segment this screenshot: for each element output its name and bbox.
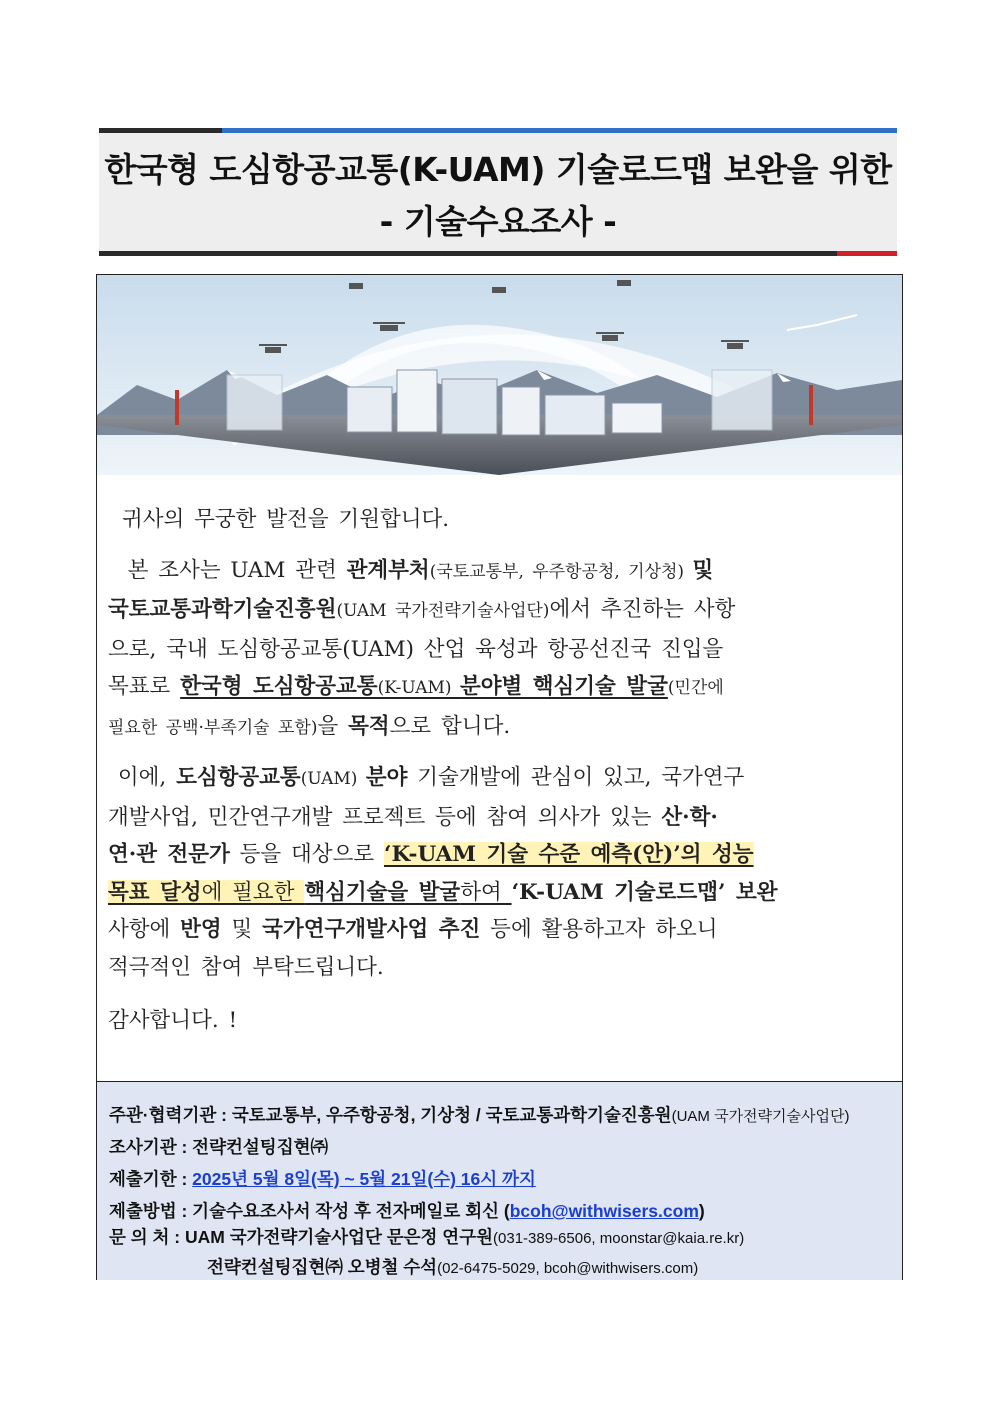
email-link[interactable]: bcoh@withwisers.com bbox=[509, 1201, 699, 1221]
paragraph-request: 이에, 도심항공교통(UAM) 분야 기술개발에 관심이 있고, 국가연구 개발사업, 민간연구개발 프로젝트 등에 참여 의사가 있는 산·학· 연·관 전문가 등을 대상으로 ‘K-UAM 기술 수준 예측(안)’의 성능 목표 달성에 필요한 핵심기술을 발굴하여 ‘K-UAM 기술로드맵’ 보완 사항에 반영 및 국가연구개발사업 추진 등에 활용하고자 하오니 적극적인 참여 부탁드립니다. bbox=[108, 765, 778, 980]
title-top-bar bbox=[99, 128, 897, 133]
greeting: 귀사의 무궁한 발전을 기원합니다. bbox=[122, 507, 450, 532]
closing: 감사합니다. ! bbox=[108, 1008, 238, 1033]
page-title-line-2: - 기술수요조사 - bbox=[379, 202, 617, 241]
title-block bbox=[99, 128, 897, 256]
info-deadline: 제출기한 : 2025년 5월 8일(목) ~ 5월 21일(수) 16시 까지 bbox=[109, 1169, 536, 1189]
info-contact-1: 문 의 처 : UAM 국가전략기술사업단 문은정 연구원(031-389-6506, moonstar@kaia.re.kr) bbox=[109, 1227, 745, 1247]
deadline-value: 2025년 5월 8일(목) ~ 5월 21일(수) 16시 까지 bbox=[192, 1169, 536, 1189]
info-contact-2: 전략컨설팅집현㈜ 오병철 수석(02-6475-5029, bcoh@withwisers.com) bbox=[207, 1257, 699, 1277]
letter-body bbox=[108, 501, 868, 1040]
page-title-line-1: 한국형 도심항공교통(K-UAM) 기술로드맵 보완을 위한 bbox=[104, 150, 892, 189]
main-frame bbox=[96, 274, 903, 1280]
title-bottom-bar bbox=[99, 251, 897, 256]
info-box bbox=[97, 1081, 902, 1280]
info-host: 주관·협력기관 : 국토교통부, 우주항공청, 기상청 / 국토교통과학기술진흥원(UAM 국가전략기술사업단) bbox=[109, 1105, 850, 1125]
info-survey: 조사기관 : 전략컨설팅집현㈜ bbox=[109, 1137, 329, 1157]
info-method: 제출방법 : 기술수요조사서 작성 후 전자메일로 회신 (bcoh@withwisers.com) bbox=[109, 1201, 705, 1221]
uam-city-illustration bbox=[97, 275, 902, 475]
paragraph-purpose: 본 조사는 UAM 관련 관계부처(국토교통부, 우주항공청, 기상청) 및 국토교통과학기술진흥원(UAM 국가전략기술사업단)에서 추진하는 사항 으로, 국내 도심항공교통(UAM) 산업 육성과 항공선진국 진입을 목표로 한국형 도심항공교통(K-UAM) 분야별 핵심기술 발굴(민간에 필요한 공백·부족기술 포함)을 목적으로 합니다. bbox=[108, 557, 736, 739]
